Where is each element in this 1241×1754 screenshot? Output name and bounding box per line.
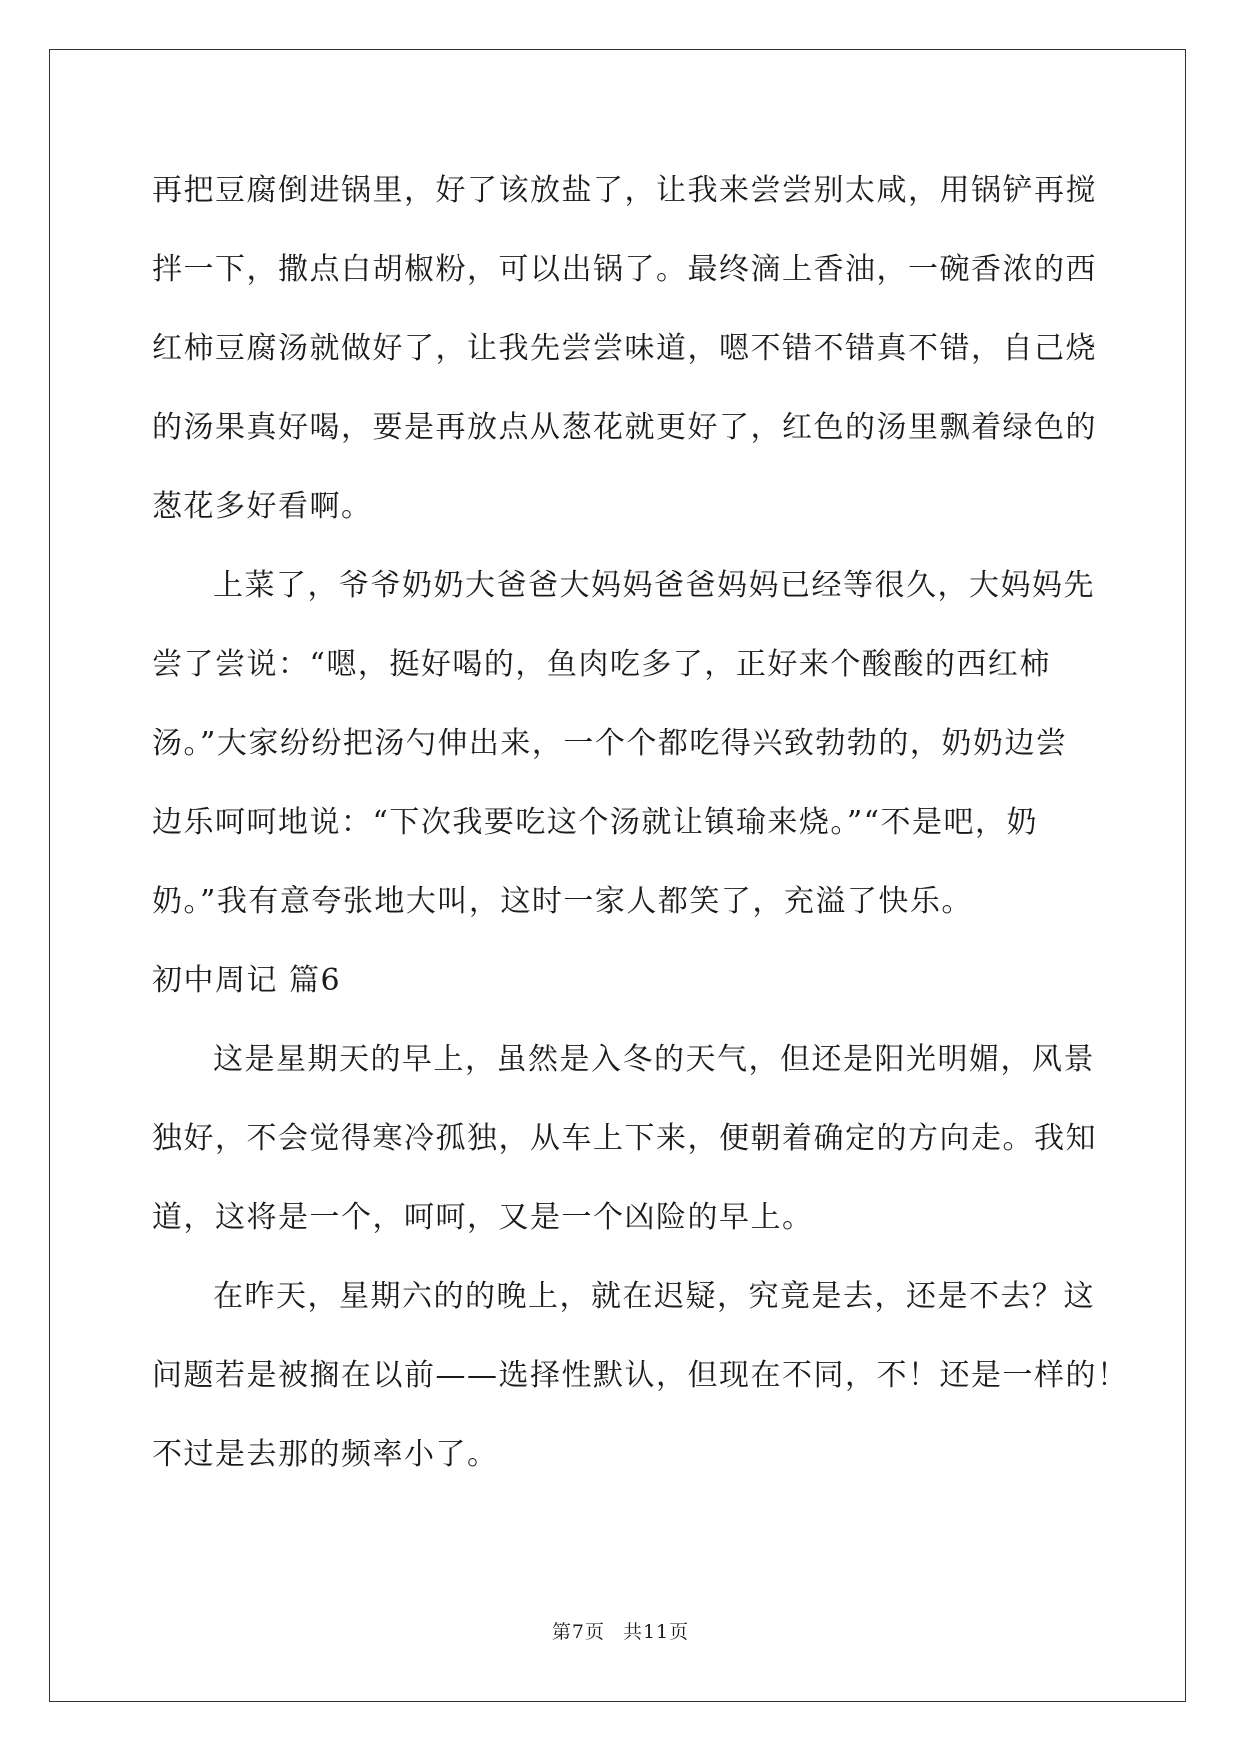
text-line: 问题若是被搁在以前——选择性默认，但现在不同，不！还是一样的！	[152, 1358, 1129, 1393]
section-heading: 初中周记 篇6	[152, 963, 342, 998]
page-footer	[0, 1617, 1241, 1644]
paragraph	[152, 1265, 1129, 1502]
text-line: 的汤果真好喝，要是再放点从葱花就更好了，红色的汤里飘着绿色的	[152, 410, 1097, 445]
document-body	[152, 159, 1129, 1502]
text-line: 红柿豆腐汤就做好了，让我先尝尝味道，嗯不错不错真不错，自己烧	[152, 331, 1097, 366]
text-line: 不过是去那的频率小了。	[152, 1437, 499, 1472]
text-line: 上菜了，爷爷奶奶大爸爸大妈妈爸爸妈妈已经等很久，大妈妈先	[213, 568, 1095, 603]
text-line: 汤。”大家纷纷把汤勺伸出来，一个个都吃得兴致勃勃的，奶奶边尝	[152, 726, 1068, 761]
page-number: 第7页	[551, 1621, 605, 1643]
text-line: 独好，不会觉得寒冷孤独，从车上下来，便朝着确定的方向走。我知	[152, 1121, 1097, 1156]
text-line: 尝了尝说：“嗯，挺好喝的，鱼肉吃多了，正好来个酸酸的西红柿	[152, 647, 1051, 682]
text-line: 道，这将是一个，呵呵，又是一个凶险的早上。	[152, 1200, 814, 1235]
text-line: 在昨天，星期六的的晚上，就在迟疑，究竟是去，还是不去？这	[213, 1279, 1095, 1314]
text-line: 这是星期天的早上，虽然是入冬的天气，但还是阳光明媚，风景	[213, 1042, 1095, 1077]
paragraph	[152, 554, 1095, 949]
text-line: 再把豆腐倒进锅里，好了该放盐了，让我来尝尝别太咸，用锅铲再搅	[152, 173, 1097, 208]
text-line: 奶。”我有意夸张地大叫，这时一家人都笑了，充溢了快乐。	[152, 884, 973, 919]
text-line: 葱花多好看啊。	[152, 489, 373, 524]
text-line: 拌一下，撒点白胡椒粉，可以出锅了。最终滴上香油，一碗香浓的西	[152, 252, 1097, 287]
text-line: 边乐呵呵地说：“下次我要吃这个汤就让镇瑜来烧。”“不是吧，奶	[152, 805, 1039, 840]
paragraph	[152, 1028, 1097, 1265]
paragraph	[152, 159, 1097, 554]
total-pages: 共11页	[622, 1621, 690, 1643]
